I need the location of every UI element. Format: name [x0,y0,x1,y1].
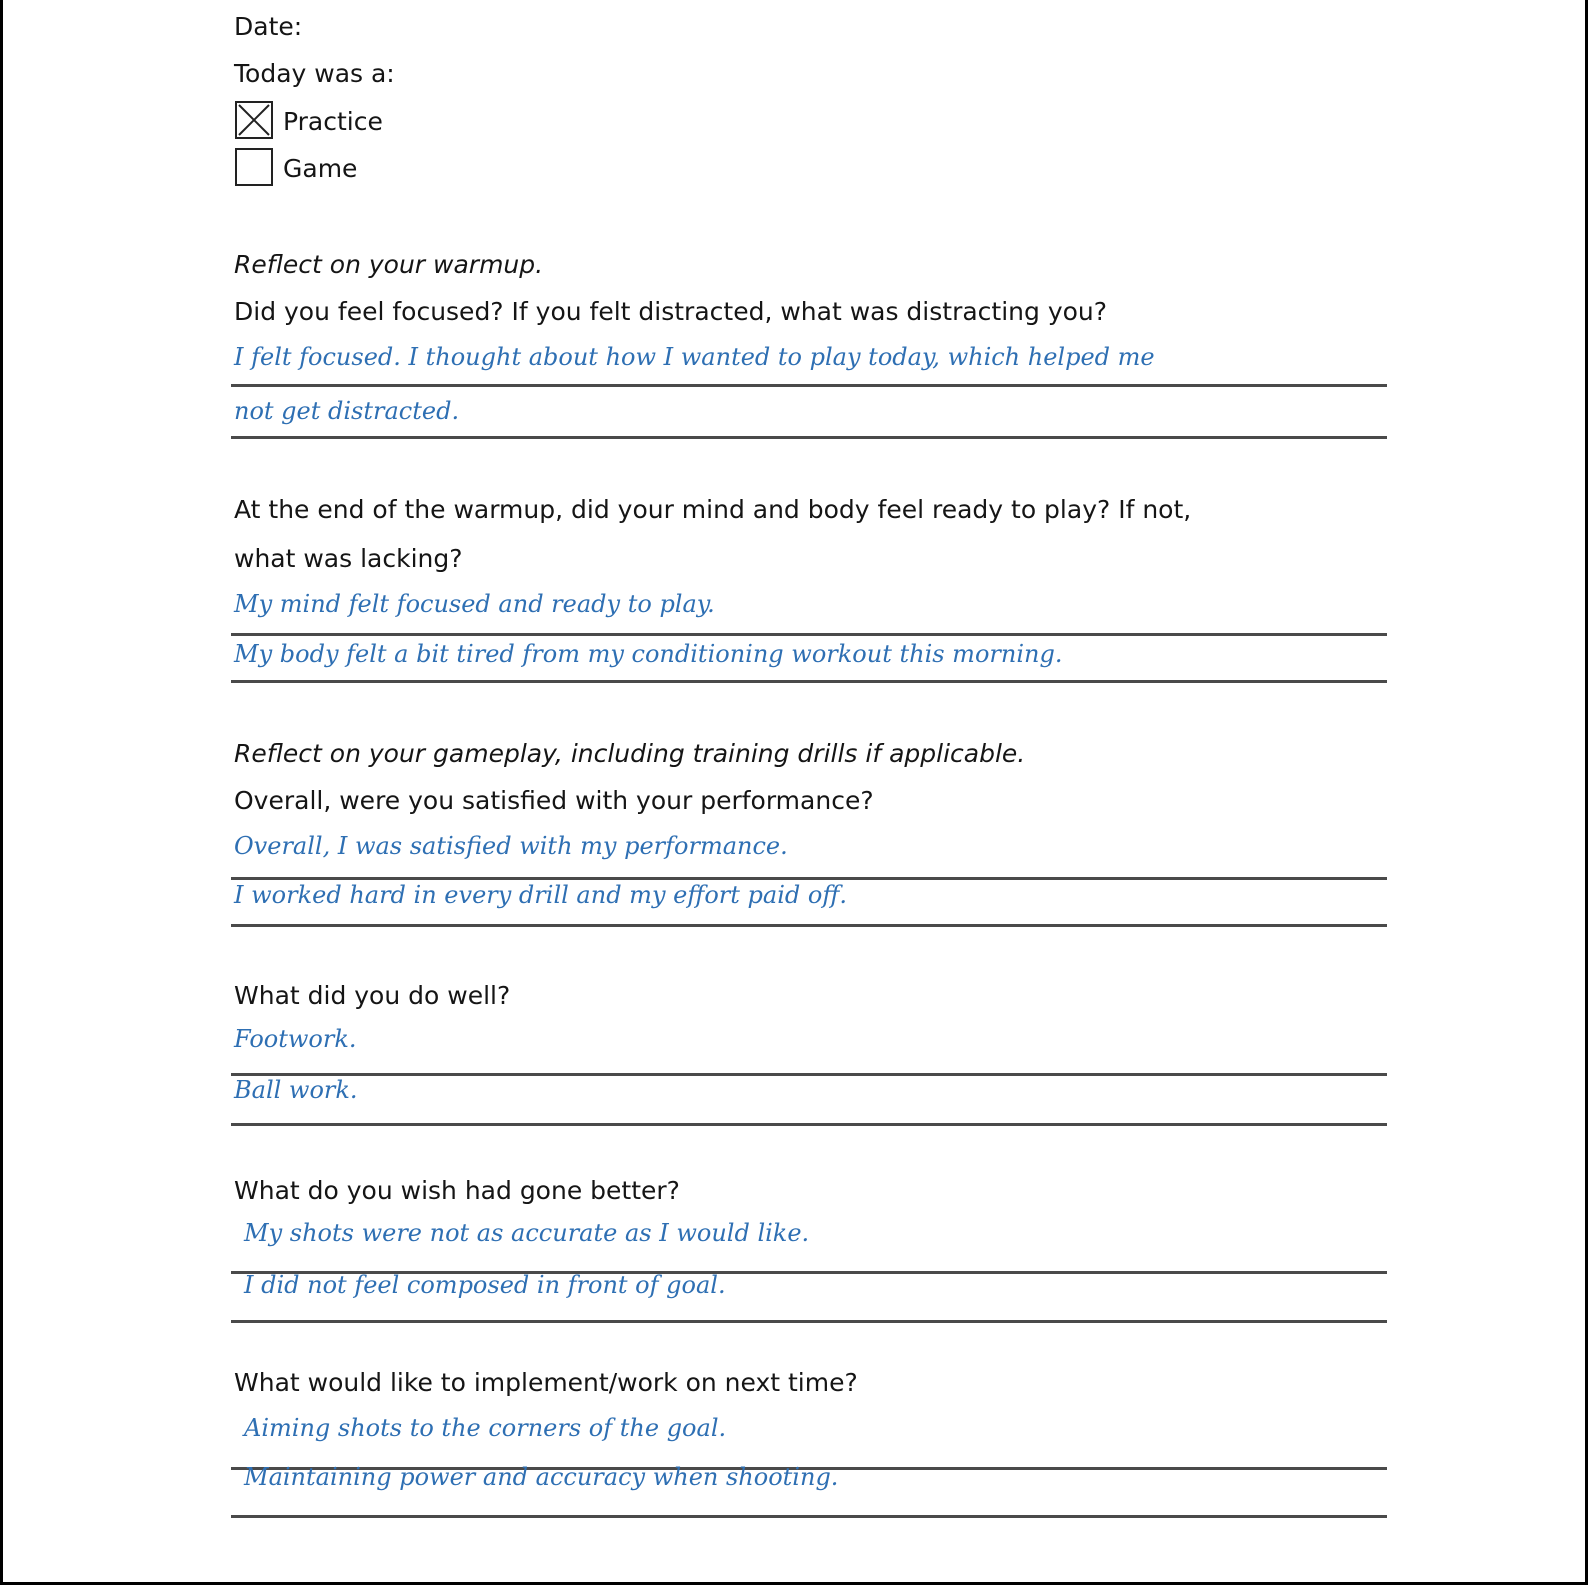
date-label: Date: [234,12,303,41]
answer-line[interactable]: I worked hard in every drill and my effort paid off. [234,881,847,909]
warmup-question-ready-line1: At the end of the warmup, did your mind and body feel ready to play? If not, [234,495,1192,524]
answer-line[interactable]: Footwork. [234,1025,357,1053]
answer-line[interactable]: Ball work. [234,1076,358,1104]
game-label: Game [283,154,358,183]
gameplay-question-satisfied: Overall, were you satisfied with your performance? [234,786,874,815]
gameplay-question-did-well: What did you do well? [234,981,511,1010]
answer-rule [231,633,1387,636]
answer-line[interactable]: Overall, I was satisfied with my performance. [234,832,788,860]
gameplay-question-next-time: What would like to implement/work on next time? [234,1368,858,1397]
answer-line[interactable]: I did not feel composed in front of goal. [244,1271,726,1299]
answer-rule [231,436,1387,439]
answer-line[interactable]: My shots were not as accurate as I would like. [244,1219,810,1247]
answer-line[interactable]: not get distracted. [234,397,460,425]
checked-x-icon [237,103,271,137]
game-checkbox[interactable] [235,148,273,186]
warmup-heading: Reflect on your warmup. [234,250,544,279]
warmup-question-focus: Did you feel focused? If you felt distracted, what was distracting you? [234,297,1108,326]
answer-rule [231,1123,1387,1126]
answer-rule [231,680,1387,683]
answer-line[interactable]: My mind felt focused and ready to play. [234,590,715,618]
answer-line[interactable]: Aiming shots to the corners of the goal. [244,1414,727,1442]
gameplay-heading: Reflect on your gameplay, including training drills if applicable. [234,739,1026,768]
practice-checkbox[interactable] [235,101,273,139]
answer-rule [231,1320,1387,1323]
practice-label: Practice [283,107,383,136]
answer-rule [231,1073,1387,1076]
answer-rule [231,384,1387,387]
answer-rule [231,1515,1387,1518]
gameplay-question-gone-better: What do you wish had gone better? [234,1176,680,1205]
answer-line[interactable]: Maintaining power and accuracy when shooting. [244,1463,839,1491]
answer-rule [231,924,1387,927]
today-was-label: Today was a: [234,59,395,88]
answer-line[interactable]: I felt focused. I thought about how I wanted to play today, which helped me [234,343,1155,371]
answer-line[interactable]: My body felt a bit tired from my conditioning workout this morning. [234,640,1063,668]
warmup-question-ready-line2: what was lacking? [234,544,463,573]
